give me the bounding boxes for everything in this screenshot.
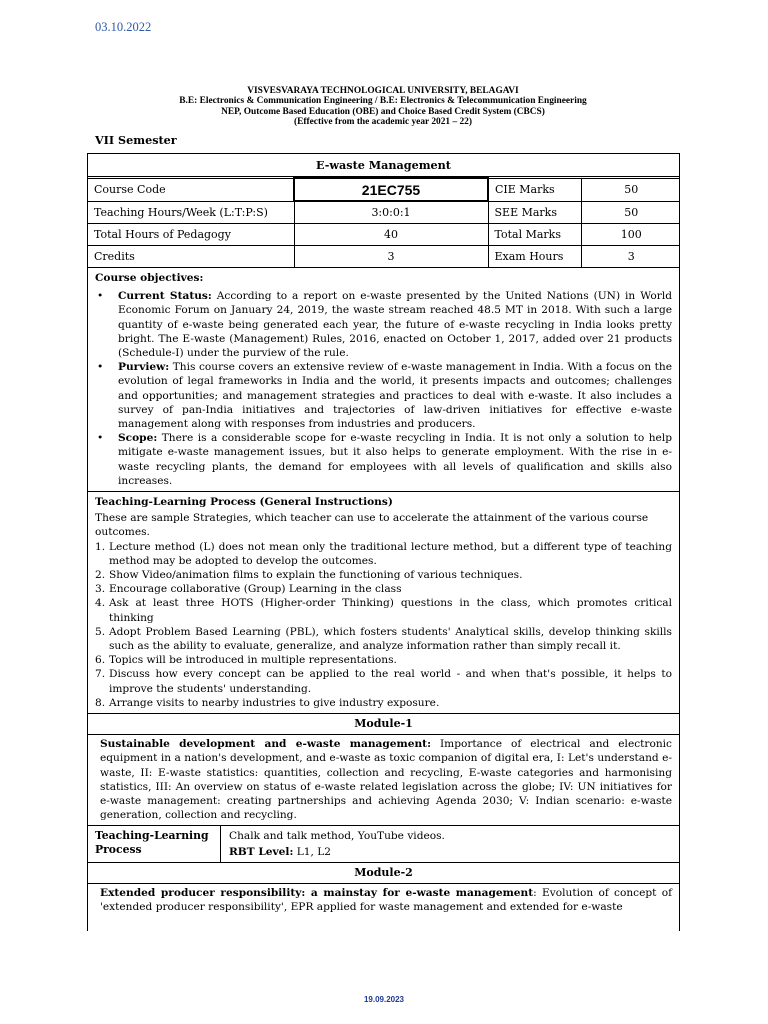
list-item [95,582,672,596]
objective-text: There is a considerable scope for e-waste recycling in India. It is not only a solution to help mitigate e-waste management issues, but it also helps to generate employment. With the rise in e-waste recycling plants, the demand for employees with all levels of qualification and skills also increases. [118,432,672,487]
table-row [88,201,680,224]
module-1-tlp-row [88,826,679,862]
module-1-title: Module-1 [88,714,679,735]
list-item [95,540,672,568]
list-item [95,653,672,667]
item-number: 6. [95,654,106,667]
module-2-content [88,884,679,917]
tlp-method: Chalk and talk method, YouTube videos. [229,830,445,843]
item-text: Discuss how every concept can be applied to the real world - and when that's possible, it helps to improve the students' understanding. [109,668,672,695]
module-1-content [88,735,679,826]
cie-marks-label: CIE Marks [488,178,581,201]
list-item [95,289,672,360]
module-1-text: Importance of electrical and electronic equipment in a nation's development, and e-waste as toxic companion of digital era, I: Let's understand e-waste, II: E-waste statistics: quantities, collection and recycling, E-waste categories and harmonising statistics, III: An overview on status of e-waste related legislation across the globe; IV: UN initiatives for e-waste management: creating partnerships and achieving Agenda 2030; V: Indian scenario: e-waste generation, collection and recycling. [100,738,672,822]
teaching-hours-value: 3:0:0:1 [294,201,488,224]
scheme-name: NEP, Outcome Based Education (OBE) and Choice Based Credit System (CBCS) [221,106,545,117]
rbt-label: RBT Level: [229,845,294,858]
list-item [95,568,672,582]
list-item [95,431,672,488]
list-item [95,625,672,653]
item-number: 2. [95,569,106,582]
total-marks-value: 100 [581,224,680,246]
effective-year: (Effective from the academic year 2021 – 22) [294,116,472,127]
credits-label: Credits [88,246,294,268]
tlp-content [221,826,679,861]
item-number: 4. [95,597,106,610]
see-marks-label: SEE Marks [488,201,581,224]
course-objectives-section [88,268,679,492]
document-date-bottom: 19.09.2023 [363,995,405,1004]
table-row [88,224,680,246]
item-text: Ask at least three HOTS (Higher-order Thinking) questions in the class, which promotes critical thinking [109,597,672,624]
list-item [95,596,672,624]
item-number: 3. [95,583,106,596]
pedagogy-hours-value: 40 [294,224,488,246]
strategies-list [95,540,672,710]
item-number: 8. [95,696,106,709]
item-text: Show Video/animation films to explain the functioning of various techniques. [109,569,523,582]
table-row [88,178,680,201]
course-info-table [88,177,680,268]
item-number: 5. [95,625,106,638]
tlp-label: Teaching-Learning Process [88,826,221,861]
list-item [95,360,672,431]
item-text: Lecture method (L) does not mean only the traditional lecture method, but a different type of teaching method may be adopted to develop the outcomes. [109,540,672,567]
program-name: B.E: Electronics & Communication Engineering / B.E: Electronics & Telecommunication Engineering [179,96,587,107]
teaching-learning-heading: Teaching-Learning Process (General Instructions) [95,496,393,509]
pedagogy-hours-label: Total Hours of Pedagogy [88,224,294,246]
credits-value: 3 [294,246,488,268]
course-objectives-heading: Course objectives: [95,272,204,284]
exam-hours-label: Exam Hours [488,246,581,268]
total-marks-label: Total Marks [488,224,581,246]
bullet-icon: • [97,432,104,445]
university-header [86,86,680,127]
objective-text: According to a report on e-waste presented by the United Nations (UN) in World Economic Forum on January 24, 2019, the waste stream reached 48.5 MT in 2018. With such a large quantity of e-waste being generated each year, the future of e-waste recycling in India looks pretty bright. The E-waste (Management) Rules, 2016, enacted on October 1, 2017, added over 21 products (Schedule-I) under the purview of the rule. [118,290,672,360]
objective-label: Scope: [118,432,158,445]
item-number: 1. [95,540,106,553]
item-text: Topics will be introduced in multiple representations. [109,654,397,667]
university-name: VISVESVARAYA TECHNOLOGICAL UNIVERSITY, BELAGAVI [247,86,519,96]
semester-label: VII Semester [95,133,177,147]
objective-text: This course covers an extensive review of e-waste management in India. With a focus on the evolution of legal frameworks in India and the world, it presents impacts and outcomes; challenges and opportunities; and management strategies and practices to deal with e-waste. It also includes a survey of pan-India initiatives and trajectories of law-driven initiatives for effective e-waste management along with responses from industries and producers. [118,361,672,431]
module-2-text: : Evolution of concept of 'extended producer responsibility', EPR applied for waste management and extended for e-waste [100,886,672,913]
course-code-value: 21EC755 [294,178,488,201]
module-2-lead: Extended producer responsibility: a mainstay for e-waste management [100,886,534,899]
objective-label: Current Status: [118,290,212,303]
bullet-icon: • [97,361,104,374]
course-title: E-waste Management [88,154,679,177]
objective-label: Purview: [118,361,170,374]
syllabus-table [87,153,680,931]
item-text: Arrange visits to nearby industries to give industry exposure. [109,696,440,709]
list-item [95,696,672,710]
teaching-learning-section [88,492,679,714]
item-text: Adopt Problem Based Learning (PBL), which fosters students' Analytical skills, develop thinking skills such as the ability to evaluate, generalize, and analyze information rather than simply recall it. [109,625,672,653]
see-marks-value: 50 [581,201,680,224]
objectives-list [95,289,672,488]
module-1-lead: Sustainable development and e-waste management: [100,738,431,751]
list-item [95,667,672,695]
rbt-value: L1, L2 [293,845,332,858]
item-number: 7. [95,668,106,681]
document-date-top: 03.10.2022 [95,20,152,34]
exam-hours-value: 3 [581,246,680,268]
bullet-icon: • [97,290,104,303]
teaching-learning-intro: These are sample Strategies, which teacher can use to accelerate the attainment of the various course outcomes. [95,512,649,539]
teaching-hours-label: Teaching Hours/Week (L:T:P:S) [88,201,294,224]
module-2-title: Module-2 [88,863,679,884]
item-text: Encourage collaborative (Group) Learning in the class [109,583,402,596]
course-code-label: Course Code [88,178,294,201]
table-row [88,246,680,268]
cie-marks-value: 50 [581,178,680,201]
